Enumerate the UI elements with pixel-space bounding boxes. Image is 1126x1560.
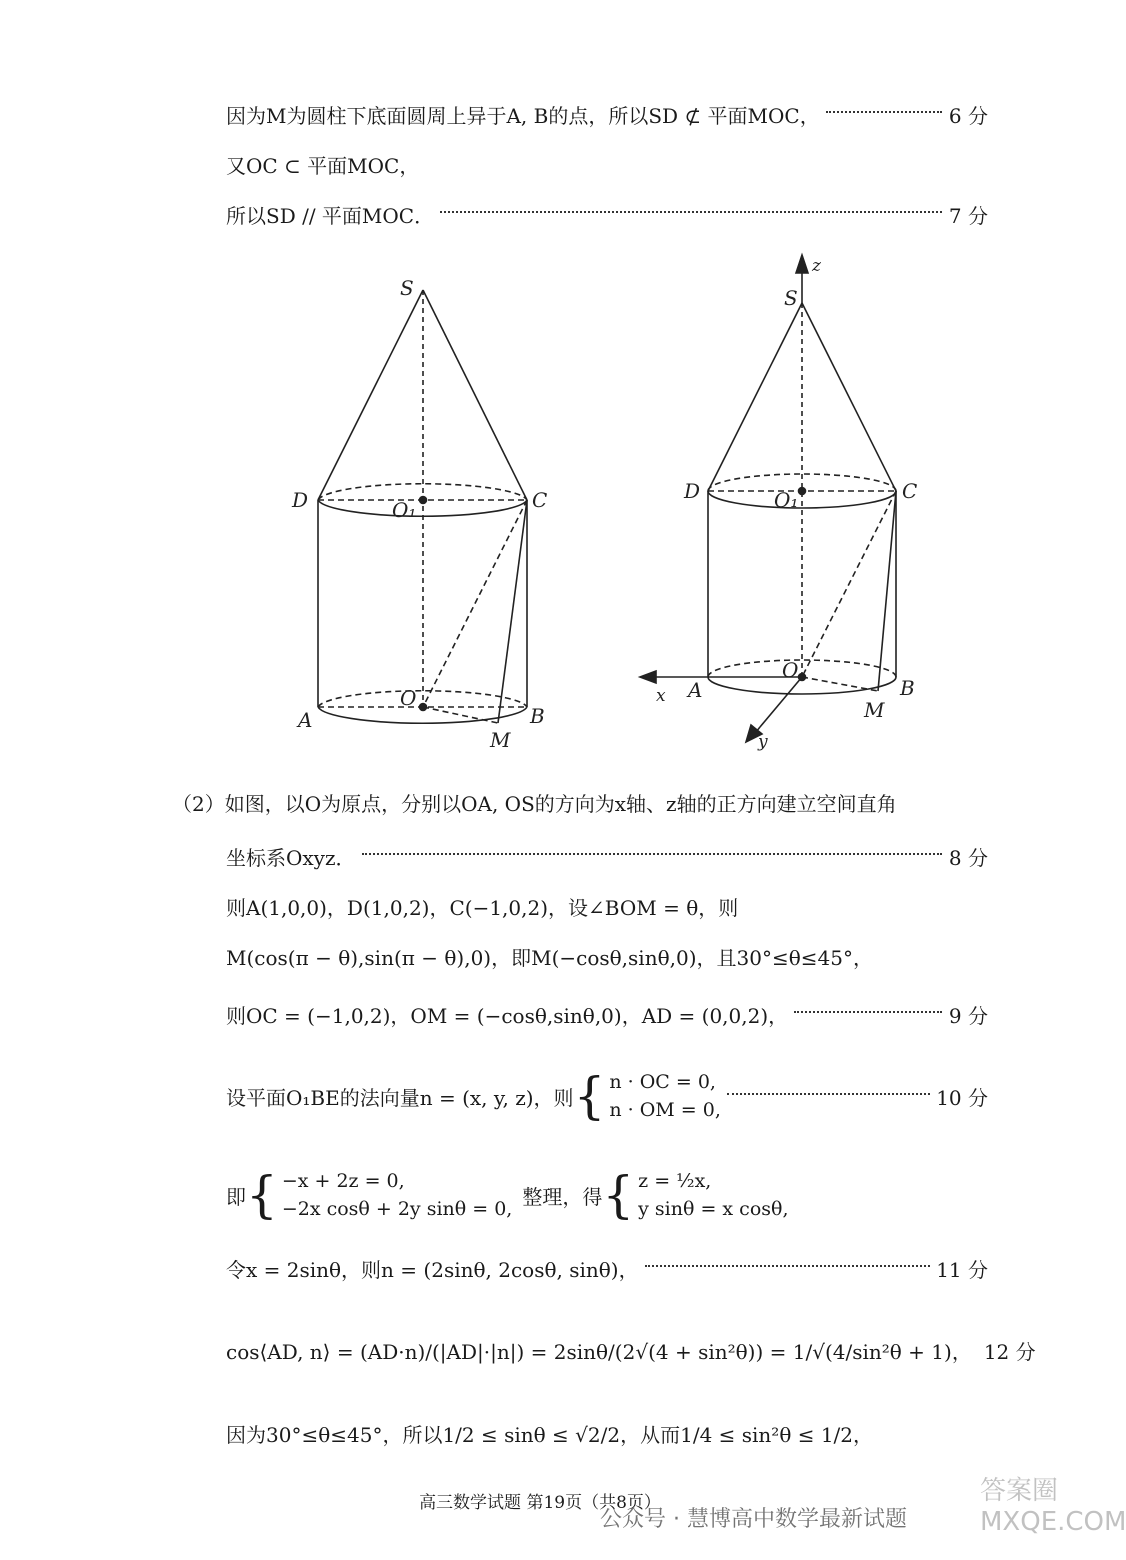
page-footer: 高三数学试题 第19页（共8页） [419,1493,661,1513]
solution-line-13: 因为30°≤θ≤45°，所以1/2 ≤ sinθ ≤ √2/2，从而1/4 ≤ sin²θ ≤ 1/2， [226,1422,874,1447]
left-brace: { [573,1067,606,1125]
left-figure [318,290,527,723]
label-M: M [490,728,511,752]
equation-system: z = ½x, y sinθ = x cosθ, [638,1169,789,1220]
solution-line-3: 所以SD // 平面MOC． 7 分 [226,194,988,234]
label-O: O [782,658,799,682]
label-O: O [400,686,417,710]
score: 11 分 [936,1257,988,1282]
label-B: B [900,676,915,700]
solution-line-6: 则A(1,0,0)，D(1,0,2)，C(−1,0,2)，设∠BOM = θ，则 [226,895,739,920]
label-S: S [400,276,414,300]
solution-line-9: 设平面O₁BE的法向量n = (x, y, z)，则 { n · OC = 0, n · OM = 0, 10 分 [226,1067,988,1125]
dot-leader [362,852,942,855]
label-A: A [298,708,313,732]
label-S: S [784,286,798,310]
cylinder-cone-figures [280,245,940,765]
label-x: x [656,686,666,706]
label-O1: O₁ [774,488,799,512]
solution-line-7: M(cos(π − θ),sin(π − θ),0)，即M(−cosθ,sinθ,0)，且30°≤θ≤45°， [226,945,873,970]
solution-line-12: cos⟨AD, n⟩ = (AD·n)/(|AD|·|n|) = 2sinθ/(2√(4 + sin²θ)) = 1/√(4/sin²θ + 1)， 12 分 [226,1320,988,1380]
solution-line-2: 又OC ⊂ 平面MOC， [226,153,420,178]
label-D: D [684,479,701,503]
left-brace: { [246,1166,278,1224]
solution-line-8: 则OC = (−1,0,2)，OM = (−cosθ,sinθ,0)，AD = (0,0,2)， 9 分 [226,994,988,1034]
dot-leader [440,210,942,213]
solution-line-10: 即 { −x + 2z = 0, −2x cosθ + 2y sinθ = 0, 整理，得 { z = ½x, y sinθ = x cosθ, [226,1166,789,1224]
label-C: C [532,488,548,512]
label-z: z [812,256,821,276]
right-figure-labels [656,256,917,752]
watermark-logo: 答案圈 MXQE.COM [980,1476,1126,1537]
score: 6 分 [948,103,988,128]
label-B: B [530,704,545,728]
solution-line-11: 令x = 2sinθ，则n = (2sinθ, 2cosθ, sinθ)， 11 分 [226,1248,988,1288]
label-O1: O₁ [392,498,417,522]
equation-system: −x + 2z = 0, −2x cosθ + 2y sinθ = 0, [281,1169,513,1220]
score: 12 分 [983,1339,1036,1364]
label-A: A [688,678,703,702]
label-M: M [864,698,885,722]
label-C: C [902,479,918,503]
score: 7 分 [948,203,988,228]
dot-leader [826,110,942,113]
score: 9 分 [948,1003,988,1028]
right-figure [640,255,896,742]
solution-line-5: 坐标系Oxyz． 8 分 [226,836,988,876]
dot-leader [645,1264,931,1267]
watermark-text: 公众号 · 慧博高中数学最新试题 [600,1507,907,1532]
left-brace: { [602,1166,635,1224]
dot-leader [727,1092,930,1095]
label-D: D [292,488,309,512]
score: 8 分 [948,845,988,870]
equation-system: n · OC = 0, n · OM = 0, [609,1070,721,1121]
dot-leader [794,1010,942,1013]
solution-line-4: （2）如图，以O为原点，分别以OA, OS的方向为x轴、z轴的正方向建立空间直角 [172,791,897,816]
label-y: y [758,732,768,752]
left-figure-labels [291,276,547,752]
solution-line-1: 因为M为圆柱下底面圆周上异于A, B的点，所以SD ⊄ 平面MOC， 6 分 [226,94,988,134]
score: 10 分 [936,1085,988,1110]
